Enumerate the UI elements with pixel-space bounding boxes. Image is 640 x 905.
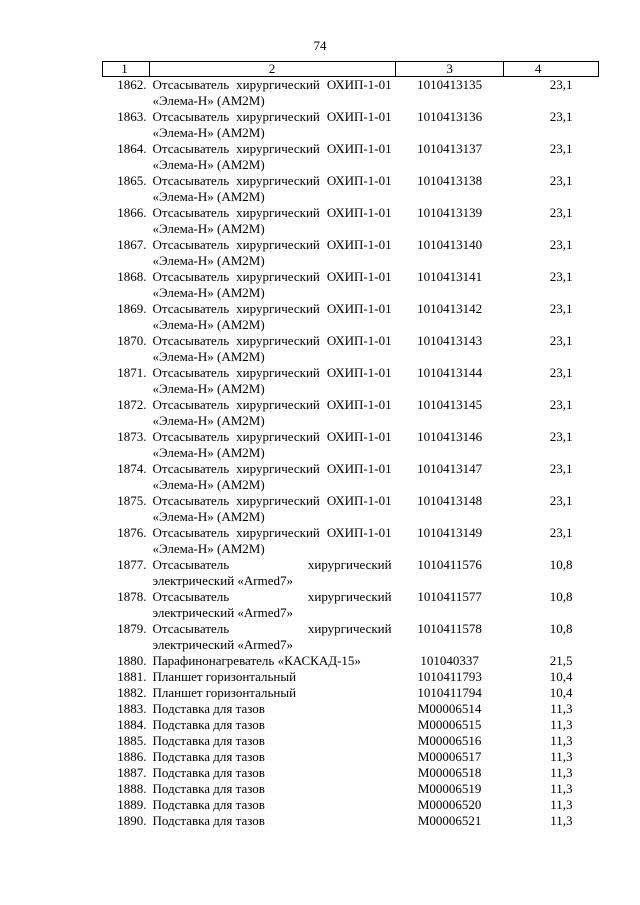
item-value: 10,4 (549, 685, 573, 700)
inventory-code: 1010413145 (417, 397, 483, 412)
column-header-1: 1 (103, 62, 150, 77)
item-name (149, 781, 395, 797)
item-name-text: Отсасыватель хирургический ОХИП-1-01 «Элема-Н» (АМ2М) (152, 205, 392, 236)
row-number: 1883. (117, 701, 147, 716)
item-name (149, 749, 395, 765)
item-value: 23,1 (549, 205, 573, 220)
table-row (103, 333, 599, 365)
inventory-code: М00006515 (417, 717, 482, 732)
table-row (103, 461, 599, 493)
item-name-text: Отсасыватель хирургический ОХИП-1-01 «Элема-Н» (АМ2М) (152, 269, 392, 300)
table-row (103, 813, 599, 829)
item-value: 23,1 (549, 493, 573, 508)
row-number: 1889. (117, 797, 147, 812)
item-value: 11,3 (550, 797, 573, 812)
inventory-code: 1010413148 (417, 493, 483, 508)
item-name (149, 765, 395, 781)
table-row (103, 797, 599, 813)
table-row (103, 717, 599, 733)
inventory-code: 1010413146 (417, 429, 483, 444)
table-row (103, 701, 599, 717)
item-name (149, 525, 395, 557)
item-value: 11,3 (550, 765, 573, 780)
item-name-text: Отсасыватель хирургический ОХИП-1-01 «Элема-Н» (АМ2М) (152, 397, 392, 428)
row-number: 1890. (117, 813, 147, 828)
table-row (103, 653, 599, 669)
item-value: 23,1 (549, 461, 573, 476)
inventory-code: М00006516 (417, 733, 482, 748)
item-name (149, 141, 395, 173)
row-number: 1867. (117, 237, 147, 252)
inventory-code: 1010413147 (417, 461, 483, 476)
inventory-code: М00006521 (417, 813, 482, 828)
item-name (149, 701, 395, 717)
table-row (103, 765, 599, 781)
inventory-code: М00006518 (417, 765, 482, 780)
row-number: 1874. (117, 461, 147, 476)
header-row (103, 62, 599, 77)
item-name (149, 397, 395, 429)
column-header-4: 4 (504, 62, 599, 77)
table-header (103, 62, 599, 77)
item-name (149, 589, 395, 621)
item-name (149, 493, 395, 525)
row-number: 1879. (117, 621, 147, 636)
row-number: 1876. (117, 525, 147, 540)
inventory-code: М00006519 (417, 781, 482, 796)
item-value: 23,1 (549, 525, 573, 540)
item-name-text: Отсасыватель хирургический электрический «Armed7» (152, 557, 392, 588)
item-name (149, 429, 395, 461)
table-row (103, 781, 599, 797)
row-number: 1886. (117, 749, 147, 764)
table-row (103, 301, 599, 333)
item-name-text: Отсасыватель хирургический ОХИП-1-01 «Элема-Н» (АМ2М) (152, 461, 392, 492)
item-name-text: Подставка для тазов (152, 797, 265, 812)
item-name-text: Отсасыватель хирургический ОХИП-1-01 «Элема-Н» (АМ2М) (152, 493, 392, 524)
item-name-text: Отсасыватель хирургический ОХИП-1-01 «Элема-Н» (АМ2М) (152, 141, 392, 172)
table-row (103, 557, 599, 589)
inventory-code: 1010413143 (417, 333, 483, 348)
item-name-text: Подставка для тазов (152, 717, 265, 732)
item-name-text: Планшет горизонтальный (152, 669, 297, 684)
item-value: 23,1 (549, 429, 573, 444)
inventory-code: 1010411794 (417, 685, 482, 700)
row-number: 1881. (117, 669, 147, 684)
inventory-code: 1010411578 (417, 621, 482, 636)
inventory-code: 1010411577 (417, 589, 482, 604)
item-name (149, 77, 395, 110)
inventory-code: 1010411576 (417, 557, 482, 572)
item-name-text: Отсасыватель хирургический ОХИП-1-01 «Элема-Н» (АМ2М) (152, 525, 392, 556)
row-number: 1877. (117, 557, 147, 572)
item-name-text: Планшет горизонтальный (152, 685, 297, 700)
item-value: 11,3 (550, 733, 573, 748)
inventory-code: 1010413140 (417, 237, 483, 252)
item-name (149, 173, 395, 205)
item-value: 11,3 (550, 749, 573, 764)
table-row (103, 685, 599, 701)
inventory-code: 1010413142 (417, 301, 483, 316)
table-row (103, 109, 599, 141)
item-name (149, 269, 395, 301)
row-number: 1864. (117, 141, 147, 156)
table-row (103, 733, 599, 749)
item-value: 10,4 (549, 669, 573, 684)
item-name-text: Парафинонагреватель «КАСКАД-15» (152, 653, 361, 668)
item-value: 11,3 (550, 701, 573, 716)
inventory-code: 1010413137 (417, 141, 483, 156)
page-number: 74 (313, 38, 327, 53)
row-number: 1882. (117, 685, 147, 700)
item-name-text: Отсасыватель хирургический ОХИП-1-01 «Элема-Н» (АМ2М) (152, 237, 392, 268)
item-name (149, 621, 395, 653)
row-number: 1884. (117, 717, 147, 732)
item-name (149, 733, 395, 749)
item-name (149, 237, 395, 269)
row-number: 1865. (117, 173, 147, 188)
row-number: 1869. (117, 301, 147, 316)
table-row (103, 141, 599, 173)
item-name-text: Отсасыватель хирургический ОХИП-1-01 «Элема-Н» (АМ2М) (152, 365, 392, 396)
item-name-text: Отсасыватель хирургический электрический «Armed7» (152, 621, 392, 652)
item-name (149, 461, 395, 493)
inventory-code: М00006517 (417, 749, 482, 764)
item-value: 11,3 (550, 813, 573, 828)
item-name-text: Отсасыватель хирургический ОХИП-1-01 «Элема-Н» (АМ2М) (152, 109, 392, 140)
item-name-text: Подставка для тазов (152, 701, 265, 716)
item-name (149, 333, 395, 365)
row-number: 1873. (117, 429, 147, 444)
row-number: 1866. (117, 205, 147, 220)
row-number: 1870. (117, 333, 147, 348)
item-name-text: Подставка для тазов (152, 813, 265, 828)
inventory-code: 1010413139 (417, 205, 483, 220)
row-number: 1880. (117, 653, 147, 668)
item-name (149, 797, 395, 813)
item-name (149, 685, 395, 701)
table-row (103, 173, 599, 205)
column-header-3: 3 (396, 62, 504, 77)
item-name-text: Отсасыватель хирургический электрический «Armed7» (152, 589, 392, 620)
inventory-code: 1010411793 (417, 669, 482, 684)
item-name (149, 365, 395, 397)
item-name-text: Отсасыватель хирургический ОХИП-1-01 «Элема-Н» (АМ2М) (152, 429, 392, 460)
item-name (149, 557, 395, 589)
item-value: 23,1 (549, 109, 573, 124)
registry-table (102, 61, 599, 829)
inventory-code: 1010413144 (417, 365, 483, 380)
inventory-code: 101040337 (420, 653, 479, 668)
row-number: 1878. (117, 589, 147, 604)
item-value: 23,1 (549, 77, 573, 92)
item-value: 23,1 (549, 269, 573, 284)
item-name-text: Отсасыватель хирургический ОХИП-1-01 «Элема-Н» (АМ2М) (152, 301, 392, 332)
item-value: 23,1 (549, 333, 573, 348)
item-name-text: Отсасыватель хирургический ОХИП-1-01 «Элема-Н» (АМ2М) (152, 77, 392, 108)
item-name-text: Подставка для тазов (152, 749, 265, 764)
inventory-code: М00006520 (417, 797, 482, 812)
table-row (103, 621, 599, 653)
item-value: 23,1 (549, 365, 573, 380)
item-value: 23,1 (549, 397, 573, 412)
row-number: 1871. (117, 365, 147, 380)
table-row (103, 205, 599, 237)
table-row (103, 749, 599, 765)
row-number: 1862. (117, 77, 147, 92)
inventory-code: М00006514 (417, 701, 482, 716)
table-row (103, 77, 599, 110)
item-name-text: Отсасыватель хирургический ОХИП-1-01 «Элема-Н» (АМ2М) (152, 333, 392, 364)
inventory-code: 1010413136 (417, 109, 483, 124)
table-row (103, 397, 599, 429)
table-body (103, 77, 599, 830)
item-value: 10,8 (549, 589, 573, 604)
table-row (103, 365, 599, 397)
table-row (103, 429, 599, 461)
row-number: 1887. (117, 765, 147, 780)
table-row (103, 237, 599, 269)
item-value: 23,1 (549, 301, 573, 316)
inventory-code: 1010413141 (417, 269, 483, 284)
table-row (103, 493, 599, 525)
table-row (103, 669, 599, 685)
item-value: 23,1 (549, 237, 573, 252)
item-name (149, 109, 395, 141)
item-value: 11,3 (550, 781, 573, 796)
item-value: 23,1 (549, 173, 573, 188)
item-name (149, 301, 395, 333)
item-value: 23,1 (549, 141, 573, 156)
column-header-2: 2 (149, 62, 395, 77)
inventory-code: 1010413135 (417, 77, 483, 92)
item-name-text: Подставка для тазов (152, 781, 265, 796)
row-number: 1863. (117, 109, 147, 124)
item-name (149, 205, 395, 237)
item-value: 21,5 (549, 653, 573, 668)
item-value: 11,3 (550, 717, 573, 732)
row-number: 1885. (117, 733, 147, 748)
row-number: 1872. (117, 397, 147, 412)
item-name (149, 813, 395, 829)
inventory-code: 1010413138 (417, 173, 483, 188)
item-name (149, 669, 395, 685)
item-name (149, 717, 395, 733)
table-row (103, 525, 599, 557)
table-row (103, 269, 599, 301)
row-number: 1868. (117, 269, 147, 284)
item-name (149, 653, 395, 669)
row-number: 1875. (117, 493, 147, 508)
item-value: 10,8 (549, 557, 573, 572)
inventory-code: 1010413149 (417, 525, 483, 540)
row-number: 1888. (117, 781, 147, 796)
item-name-text: Подставка для тазов (152, 765, 265, 780)
item-name-text: Подставка для тазов (152, 733, 265, 748)
item-value: 10,8 (549, 621, 573, 636)
item-name-text: Отсасыватель хирургический ОХИП-1-01 «Элема-Н» (АМ2М) (152, 173, 392, 204)
table-row (103, 589, 599, 621)
